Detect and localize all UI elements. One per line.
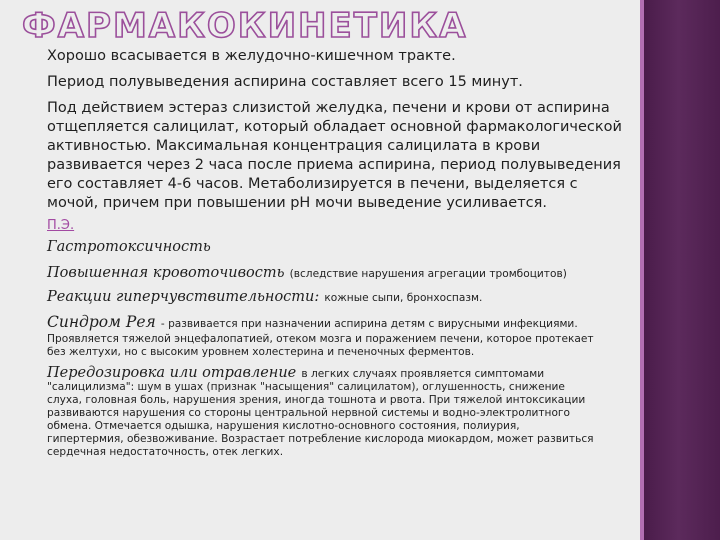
metabolism-line-3: активностью. Максимальная концентрация салицилата в крови [47, 138, 541, 154]
bleeding-heading: Повышенная кровоточивость [47, 265, 285, 281]
side-effects-link[interactable]: П.Э. [47, 218, 75, 233]
metabolism-line-2: отщепляется салицилат, который обладает основной фармакологической [47, 119, 622, 135]
metabolism-line-1: Под действием эстераз слизистой желудка, печени и крови от аспирина [47, 100, 610, 116]
hypersensitivity-item [47, 286, 482, 307]
overdose-line-3: развиваются нарушения со стороны центральной нервной системы и водно-электролитного [47, 407, 570, 419]
overdose-item [47, 362, 544, 383]
reye-item [47, 312, 578, 332]
reye-description [47, 333, 594, 359]
bleeding-item [47, 262, 567, 283]
metabolism-line-5: его составляет 4-6 часов. Метаболизируется в печени, выделяется с [47, 176, 578, 192]
hypersensitivity-note: кожные сыпи, бронхоспазм. [324, 292, 483, 304]
overdose-description [47, 381, 594, 459]
hypersensitivity-heading: Реакции гиперчувствительности: [47, 289, 320, 305]
metabolism-paragraph [47, 99, 622, 213]
half-life-text: Период полувыведения аспирина составляет всего 15 минут. [47, 74, 523, 90]
overdose-heading: Передозировка или отравление [47, 365, 297, 381]
bleeding-note: (вследствие нарушения агрегации тромбоцитов) [289, 268, 567, 280]
slide-title: ФАРМАКОКИНЕТИКА [22, 6, 468, 46]
reye-note: - развивается при назначении аспирина детям с вирусными инфекциями. [160, 318, 578, 330]
reye-line-1: Проявляется тяжелой энцефалопатией, отеком мозга и поражением печени, которое протекает [47, 333, 594, 345]
metabolism-line-4: развивается через 2 часа после приема аспирина, период полувыведения [47, 157, 621, 173]
metabolism-line-6: мочой, причем при повышении pH мочи выведение усиливается. [47, 195, 547, 211]
absorption-text: Хорошо всасывается в желудочно-кишечном тракте. [47, 48, 456, 64]
overdose-line-6: сердечная недостаточность, отек легких. [47, 446, 284, 458]
overdose-line-2: слуха, головная боль, нарушения зрения, иногда тошнота и рвота. При тяжелой интоксикации [47, 394, 586, 406]
overdose-line-4: обмена. Отмечается одышка, нарушения кислотно-основного состояния, полиурия, [47, 420, 520, 432]
reye-heading: Синдром Рея [47, 313, 156, 331]
decorative-sidebar [644, 0, 720, 540]
overdose-line-5: гипертермия, обезвоживание. Возрастает потребление кислорода миокардом, может развиться [47, 433, 594, 445]
reye-line-2: без желтухи, но с высоким уровнем холестерина и печеночных ферментов. [47, 346, 475, 358]
overdose-note: в легких случаях проявляется симптомами [301, 368, 545, 380]
overdose-line-1: "салицилизма": шум в ушах (признак "насыщения" салицилатом), оглушенность, снижение [47, 381, 565, 393]
gastrotoxicity-heading: Гастротоксичность [47, 239, 211, 255]
